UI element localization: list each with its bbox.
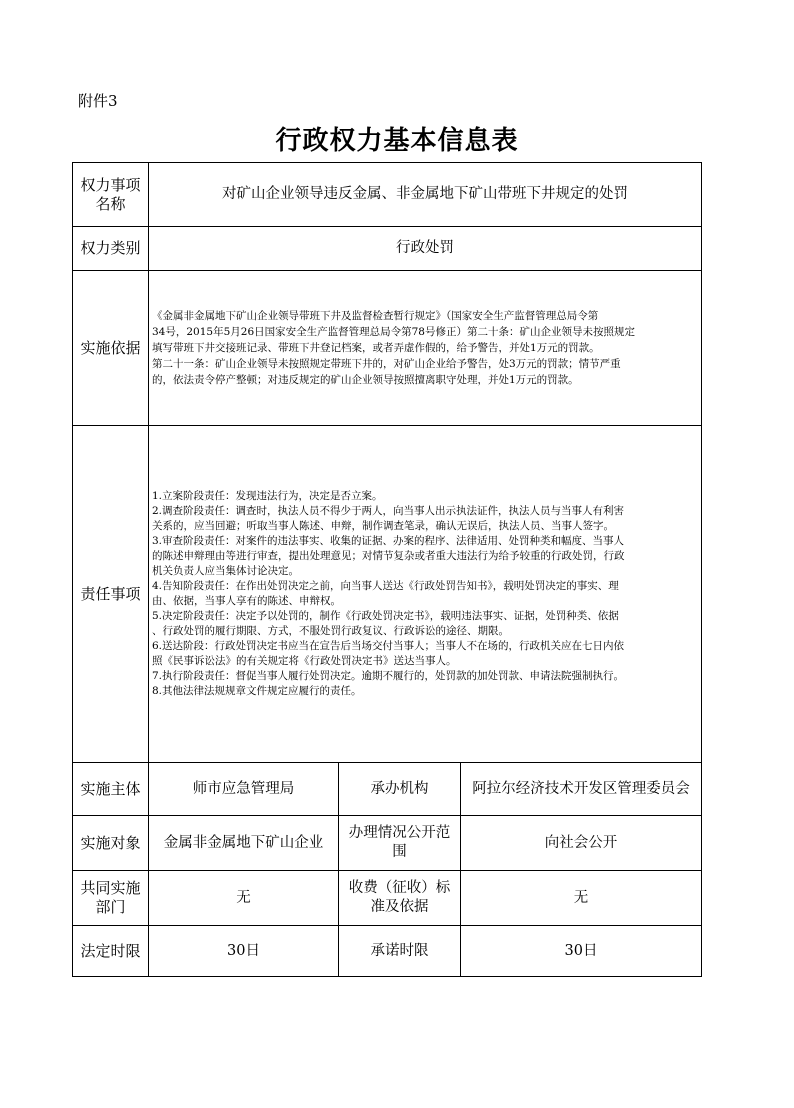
resp-line: 1.立案阶段责任：发现违法行为，决定是否立案。 (152, 490, 383, 502)
resp-line: 机关负责人应当集体讨论决定。 (152, 565, 299, 577)
info-table (72, 162, 702, 977)
value-subject: 师市应急管理局 (149, 763, 339, 816)
label-name: 权力事项名称 (73, 163, 149, 227)
value-disclosure: 向社会公开 (461, 816, 702, 871)
value-fee: 无 (461, 871, 702, 926)
resp-line: 照《民事诉讼法》的有关规定将《行政处罚决定书》送达当事人。 (152, 655, 457, 667)
value-target: 金属非金属地下矿山企业 (149, 816, 339, 871)
value-name: 对矿山企业领导违反金属、非金属地下矿山带班下井规定的处罚 (149, 163, 702, 227)
row-category (73, 227, 702, 271)
resp-line: 、行政处罚的履行期限、方式，不服处罚行政复议、行政诉讼的途径、期限。 (152, 625, 509, 637)
resp-line: 3.审查阶段责任：对案件的违法事实、收集的证据、办案的程序、法律适用、处罚种类和幅度、当事人 (152, 535, 625, 547)
page-title: 行政权力基本信息表 (275, 126, 519, 156)
label-target: 实施对象 (73, 816, 149, 871)
resp-line: 关系的，应当回避；听取当事人陈述、申辩，制作调查笔录，确认无误后，执法人员、当事人签字。 (152, 520, 614, 532)
label-legal-time: 法定时限 (73, 926, 149, 977)
basis-line: 34号，2015年5月26日国家安全生产监督管理总局令第78号修正）第二十条：矿山企业领导未按照规定 (152, 326, 635, 338)
basis-line: 的，依法责令停产整顿；对违反规定的矿山企业领导按照擅离职守处理，并处1万元的罚款。 (152, 374, 579, 386)
value-dept: 无 (149, 871, 339, 926)
resp-line: 的陈述申辩理由等进行审查，提出处理意见；对情节复杂或者重大违法行为给予较重的行政处罚，行政 (152, 550, 625, 562)
label-subject: 实施主体 (73, 763, 149, 816)
label-disclosure: 办理情况公开范围 (339, 816, 461, 871)
resp-line: 6.送达阶段：行政处罚决定书应当在宣告后当场交付当事人；当事人不在场的，行政机关应在七日内依 (152, 640, 625, 652)
resp-line: 7.执行阶段责任：督促当事人履行处罚决定。逾期不履行的，处罚款的加处罚款、申请法院强制执行。 (152, 670, 625, 682)
resp-line: 8.其他法律法规规章文件规定应履行的责任。 (152, 685, 362, 697)
value-responsibility (149, 426, 702, 763)
row-time (73, 926, 702, 977)
value-promised-time: 30日 (461, 926, 702, 977)
basis-line: 《金属非金属地下矿山企业领导带班下井及监督检查暂行规定》（国家安全生产监督管理总局令第 (152, 310, 599, 322)
resp-line: 5.决定阶段责任：决定予以处罚的，制作《行政处罚决定书》，载明违法事实、证据，处罚种类、依据 (152, 610, 619, 622)
attachment-label: 附件3 (78, 92, 118, 110)
row-subject (73, 763, 702, 816)
value-category: 行政处罚 (149, 227, 702, 271)
label-dept: 共同实施部门 (73, 871, 149, 926)
resp-line: 2.调查阶段责任：调查时，执法人员不得少于两人，向当事人出示执法证件，执法人员与当事人有利害 (152, 505, 625, 517)
label-responsibility: 责任事项 (73, 426, 149, 763)
label-agency: 承办机构 (339, 763, 461, 816)
row-responsibility (73, 426, 702, 763)
value-basis (149, 271, 702, 426)
row-basis (73, 271, 702, 426)
label-fee: 收费（征收）标准及依据 (339, 871, 461, 926)
resp-line: 4.告知阶段责任：在作出处罚决定之前，向当事人送达《行政处罚告知书》，载明处罚决定的事实、理 (152, 580, 619, 592)
row-name (73, 163, 702, 227)
label-basis: 实施依据 (73, 271, 149, 426)
basis-line: 填写带班下井交接班记录、带班下井登记档案，或者弄虚作假的，给予警告，并处1万元的罚款。 (152, 342, 600, 354)
value-agency: 阿拉尔经济技术开发区管理委员会 (461, 763, 702, 816)
basis-line: 第二十一条：矿山企业领导未按照规定带班下井的，对矿山企业给予警告，处3万元的罚款；情节严重 (152, 358, 621, 370)
label-category: 权力类别 (73, 227, 149, 271)
row-target (73, 816, 702, 871)
label-promised-time: 承诺时限 (339, 926, 461, 977)
value-legal-time: 30日 (149, 926, 339, 977)
resp-line: 由、依据，当事人享有的陈述、申辩权。 (152, 595, 341, 607)
row-dept (73, 871, 702, 926)
